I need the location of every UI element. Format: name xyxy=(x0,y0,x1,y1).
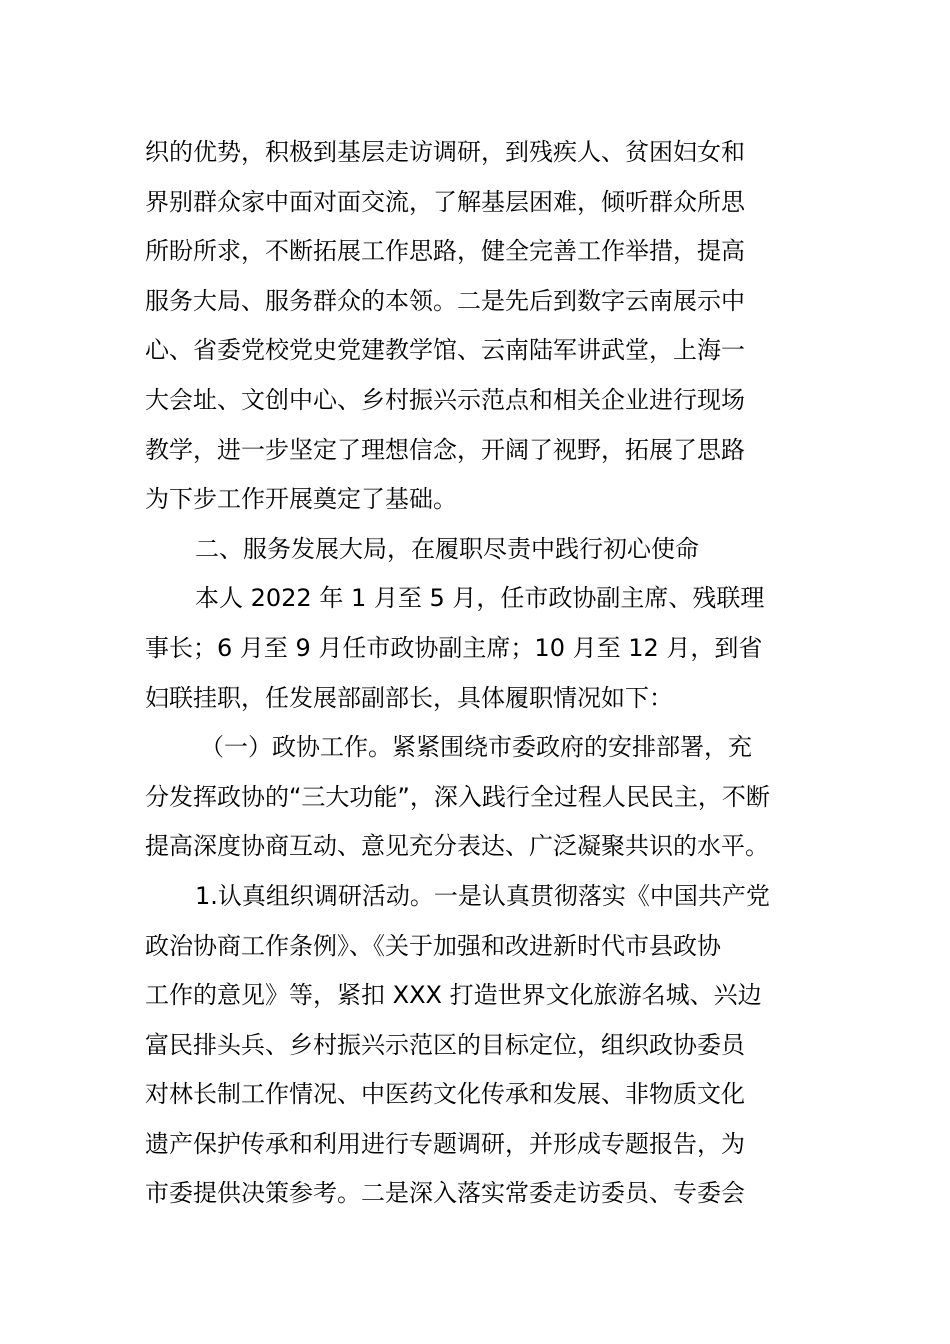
text-line: 服务大局、服务群众的本领。二是先后到数字云南展示中 xyxy=(145,286,745,315)
text-line: 大会址、文创中心、乡村振兴示范点和相关企业进行现场 xyxy=(145,385,745,414)
numbered-item: 1.认真组织调研活动。一是认真贯彻落实《中国共产党 xyxy=(195,881,770,910)
text-line: 工作的意见》等，紧扣 XXX 打造世界文化旅游名城、兴边 xyxy=(145,981,762,1010)
text-line: 本人 2022 年 1 月至 5 月，任市政协副主席、残联理 xyxy=(195,584,765,613)
document-body xyxy=(145,128,825,1219)
text-line: 事长；6 月至 9 月任市政协副主席；10 月至 12 月，到省 xyxy=(145,633,763,662)
section-heading: 二、服务发展大局，在履职尽责中践行初心使命 xyxy=(195,534,699,563)
text-line: 妇联挂职，任发展部副部长，具体履职情况如下： xyxy=(145,683,673,712)
text-line: 所盼所求，不断拓展工作思路，健全完善工作举措，提高 xyxy=(145,237,745,266)
text-line: 市委提供决策参考。二是深入落实常委走访委员、专委会 xyxy=(145,1179,745,1208)
text-line: 政治协商工作条例》、《关于加强和改进新时代市县政协 xyxy=(145,931,721,960)
text-line: 为下步工作开展奠定了基础。 xyxy=(145,485,457,514)
text-line: 富民排头兵、乡村振兴示范区的目标定位，组织政协委员 xyxy=(145,1030,745,1059)
text-line: 教学，进一步坚定了理想信念，开阔了视野，拓展了思路 xyxy=(145,435,745,464)
text-line: 织的优势，积极到基层走访调研，到残疾人、贫困妇女和 xyxy=(145,138,745,166)
text-line: 分发挥政协的“三大功能”，深入践行全过程人民民主，不断 xyxy=(145,782,770,811)
text-line: 遗产保护传承和利用进行专题调研，并形成专题报告，为 xyxy=(145,1129,745,1158)
text-line: 界别群众家中面对面交流，了解基层困难，倾听群众所思 xyxy=(145,187,745,216)
text-line: 心、省委党校党史党建教学馆、云南陆军讲武堂，上海一 xyxy=(145,336,745,365)
text-line: 对林长制工作情况、中医药文化传承和发展、非物质文化 xyxy=(145,1080,745,1109)
subsection-heading: （一）政协工作。紧紧围绕市委政府的安排部署，充 xyxy=(200,733,752,762)
text-line: 提高深度协商互动、意见充分表达、广泛凝聚共识的水平。 xyxy=(145,832,769,861)
